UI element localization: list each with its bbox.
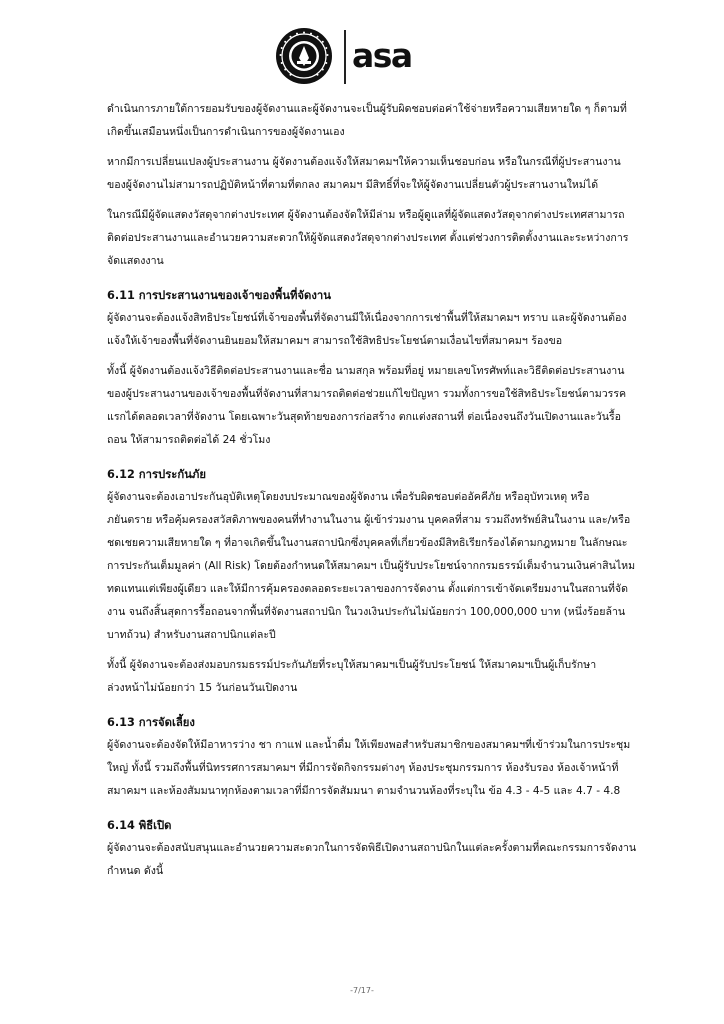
text-line: กำหนด ดังนี้ (107, 865, 164, 877)
paragraph (107, 151, 667, 197)
section-6-13 (107, 711, 667, 803)
section-6-12 (107, 463, 667, 700)
paragraph (107, 98, 667, 144)
text-line: จัดแสดงงาน (107, 255, 164, 267)
page-number: -7/17- (350, 986, 374, 995)
text-line: ทั้งนี้ ผู้จัดงานจะต้องส่งมอบกรมธรรม์ประกันภัยที่ระบุให้สมาคมฯเป็นผู้รับประโยชน์ ให้สมาคมฯเป็นผู้เก็บรักษา (107, 659, 597, 671)
text-line: การประกันเต็มมูลค่า (All Risk) โดยต้องกำหนดให้สมาคมฯ เป็นผู้รับประโยชน์จากกรมธรรม์เต็มจำนวนเงินค่าสินไหม (107, 560, 636, 572)
text-line: ผู้จัดงานจะต้องเอาประกันอุบัติเหตุโดยงบประมาณของผู้จัดงาน เพื่อรับผิดชอบต่ออัคคีภัย หรืออุบัทวเหตุ หรือ (107, 491, 590, 503)
seal-icon (276, 28, 332, 84)
intro-paragraphs (107, 98, 667, 273)
section-heading: 6.12 การประกันภัย (107, 468, 206, 481)
paragraph (107, 360, 667, 452)
text-line: บาทถ้วน) สำหรับงานสถาปนิกแต่ละปี (107, 629, 276, 641)
section-heading: 6.13 การจัดเลี้ยง (107, 716, 195, 729)
text-line: ของผู้จัดงานไม่สามารถปฏิบัติหน้าที่ตามที่ตกลง สมาคมฯ มีสิทธิ์ที่จะให้ผู้จัดงานเปลี่ยนตัวผู้ประสานงานใหม่ได้ (107, 179, 599, 191)
paragraph (107, 307, 667, 353)
text-line: ล่วงหน้าไม่น้อยกว่า 15 วันก่อนวันเปิดงาน (107, 682, 298, 694)
text-line: ทั้งนี้ ผู้จัดงานต้องแจ้งวิธีติดต่อประสานงานและชื่อ นามสกุล พร้อมที่อยู่ หมายเลขโทรศัพท์และวิธีติดต่อประสานงาน (107, 365, 625, 377)
paragraph (107, 734, 667, 803)
text-line: ของผู้ประสานงานของเจ้าของพื้นที่จัดงานที่สามารถติดต่อช่วยแก้ไขปัญหา รวมทั้งการขอใช้สิทธิประโยชน์ตามวรรค (107, 388, 627, 400)
text-line: ผู้จัดงานจะต้องจัดให้มีอาหารว่าง ชา กาแฟ และน้ำดื่ม ให้เพียงพอสำหรับสมาชิกของสมาคมฯที่เข้าร่วมในการประชุม (107, 739, 631, 751)
text-line: งาน จนถึงสิ้นสุดการรื้อถอนจากพื้นที่จัดงานสถาปนิก ในวงเงินประกันไม่น้อยกว่า 100,000,000 บาท (หนึ่งร้อยล้าน (107, 606, 626, 618)
section-6-11 (107, 284, 667, 452)
text-line: ผู้จัดงานจะต้องสนับสนุนและอำนวยความสะดวกในการจัดพิธีเปิดงานสถาปนิกในแต่ละครั้งตามที่คณะกรรมการจัดงาน (107, 842, 637, 854)
text-line: ถอน ให้สามารถติดต่อได้ 24 ชั่วโมง (107, 434, 271, 446)
text-line: หากมีการเปลี่ยนแปลงผู้ประสานงาน ผู้จัดงานต้องแจ้งให้สมาคมฯให้ความเห็นชอบก่อน หรือในกรณีที่ผู้ประสานงาน (107, 156, 621, 168)
paragraph (107, 486, 667, 647)
text-line: ติดต่อประสานงานและอำนวยความสะดวกให้ผู้จัดแสดงวัสดุจากต่างประเทศ ตั้งแต่ช่วงการติดตั้งงานและระหว่างการ (107, 232, 629, 244)
text-line: ดำเนินการภายใต้การยอมรับของผู้จัดงานและผู้จัดงานจะเป็นผู้รับผิดชอบต่อค่าใช้จ่ายหรือความเสียหายใด ๆ ก็ตามที่ (107, 103, 627, 115)
header-divider (344, 30, 346, 84)
text-line: ใหญ่ ทั้งนี้ รวมถึงพื้นที่นิทรรศการสมาคมฯ ที่มีการจัดกิจกรรมต่างๆ ห้องประชุมกรรมการ ห้องรับรอง ห้องเจ้าหน้าที่ (107, 762, 619, 774)
text-line: แรกได้ตลอดเวลาที่จัดงาน โดยเฉพาะวันสุดท้ายของการก่อสร้าง ตกแต่งสถานที่ ต่อเนื่องจนถึงวันเปิดงานและวันรื้อ (107, 411, 622, 423)
text-line: เกิดขึ้นเสมือนหนึ่งเป็นการดำเนินการของผู้จัดงานเอง (107, 126, 345, 138)
document-body (107, 98, 667, 890)
text-line: ผู้จัดงานจะต้องแจ้งสิทธิประโยชน์ที่เจ้าของพื้นที่จัดงานมีให้เนื่องจากการเช่าพื้นที่ให้สมาคมฯ ทราบ และผู้จัดงานต้อง (107, 312, 627, 324)
paragraph (107, 654, 667, 700)
paragraph (107, 837, 667, 883)
document-header (0, 28, 724, 90)
text-line: ภยันตราย หรือคุ้มครองสวัสดิภาพของคนที่ทำงานในงาน ผู้เข้าร่วมงาน บุคคลที่สาม รวมถึงทรัพย์สินในงาน และ/หรือ (107, 514, 631, 526)
text-line: สมาคมฯ และห้องสัมมนาทุกห้องตามเวลาที่มีการจัดสัมมนา ตามจำนวนห้องที่ระบุใน ข้อ 4.3 - 4-5 และ 4.7 - 4.8 (107, 785, 621, 797)
section-heading: 6.14 พิธีเปิด (107, 819, 172, 832)
section-6-14 (107, 814, 667, 883)
asa-logo (352, 40, 438, 72)
text-line: ทดแทนแต่เพียงผู้เดียว และให้มีการคุ้มครองตลอดระยะเวลาของการจัดงาน ตั้งแต่การเข้าจัดเตรียมงานในสถานที่จัด (107, 583, 628, 595)
text-line: แจ้งให้เจ้าของพื้นที่จัดงานยินยอมให้สมาคมฯ สามารถใช้สิทธิประโยชน์ตามเงื่อนไขที่สมาคมฯ ร้องขอ (107, 335, 563, 347)
asa-logo-text: asa (352, 40, 412, 72)
text-line: ชดเชยความเสียหายใด ๆ ที่อาจเกิดขึ้นในงานสถาปนิกซึ่งบุคคลที่เกี่ยวข้องมีสิทธิเรียกร้องได้ตามกฎหมาย ในลักษณะ (107, 537, 628, 549)
text-line: ในกรณีมีผู้จัดแสดงวัสดุจากต่างประเทศ ผู้จัดงานต้องจัดให้มีล่าม หรือผู้ดูแลที่ผู้จัดแสดงวัสดุจากต่างประเทศสามารถ (107, 209, 625, 221)
section-heading: 6.11 การประสานงานของเจ้าของพื้นที่จัดงาน (107, 289, 331, 302)
paragraph (107, 204, 667, 273)
